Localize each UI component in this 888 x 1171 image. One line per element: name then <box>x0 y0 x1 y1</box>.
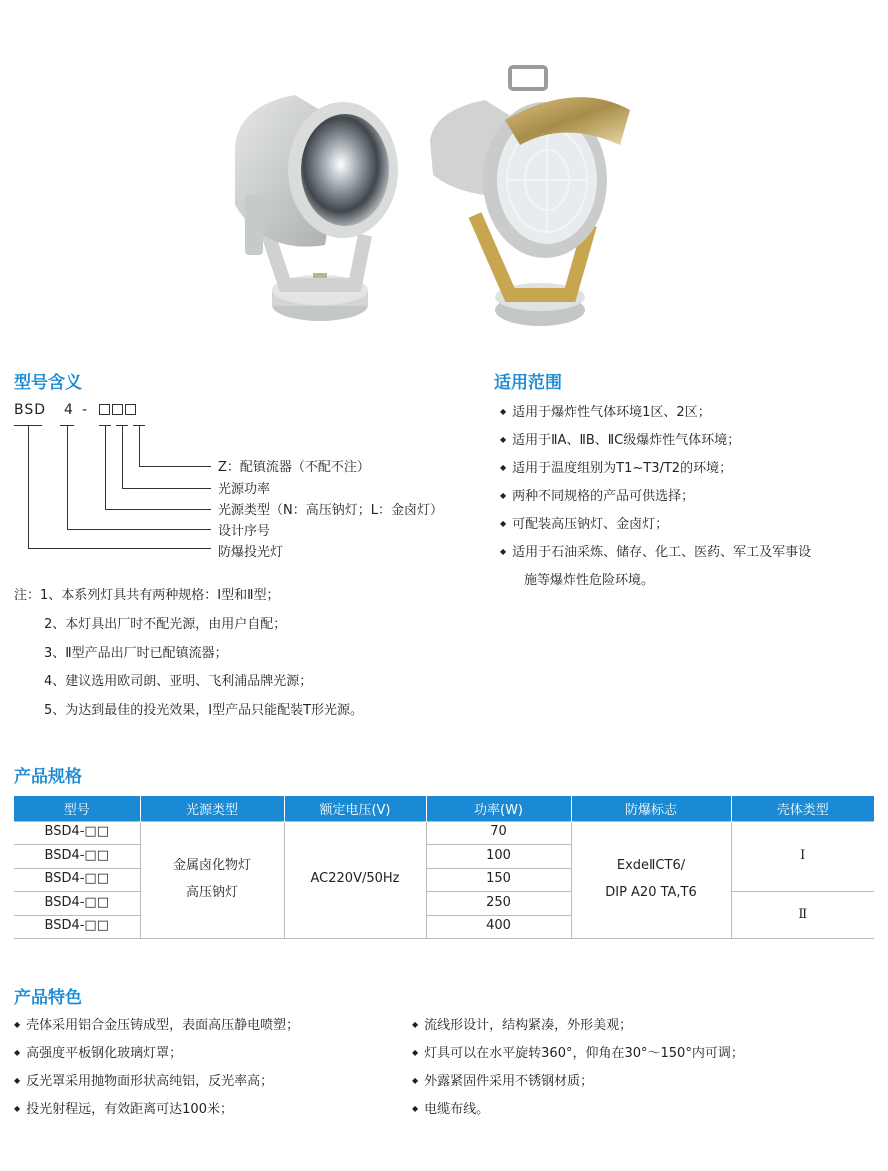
leader-v-box1 <box>105 425 106 509</box>
feature-right-3: ◆ 外露紧固件采用不锈钢材质； <box>412 1070 593 1089</box>
option-box-2 <box>112 404 123 415</box>
specs-title: 产品规格 <box>14 767 82 787</box>
header-voltage: 额定电压(V) <box>284 796 426 821</box>
label-ballast: Z：配镇流器（不配不注） <box>218 460 370 475</box>
scope-item-4: ◆ 两种不同规格的产品可供选择； <box>500 485 694 504</box>
model-option-boxes <box>99 402 138 418</box>
feature-left-2: ◆ 高强度平板钢化玻璃灯罩； <box>14 1042 182 1061</box>
specs-table <box>14 796 874 939</box>
cell-housing-type1: Ⅰ <box>731 821 874 892</box>
header-explosion-mark: 防爆标志 <box>571 796 731 821</box>
note-1: 注：1、本系列灯具共有两种规格：Ⅰ型和Ⅱ型； <box>14 588 280 603</box>
cell-power: 70 <box>426 821 571 845</box>
leader-v-prefix <box>28 425 29 548</box>
cell-explosion-mark <box>571 821 731 939</box>
explosion-mark-line-2: DIP A20 TA,T6 <box>605 884 697 900</box>
label-design-no: 设计序号 <box>218 524 271 539</box>
leader-h-box3 <box>139 466 211 467</box>
leader-h-box2 <box>122 488 211 489</box>
scope-item-1: ◆ 适用于爆炸性气体环境1区、2区； <box>500 401 711 420</box>
floodlight-type1-photo <box>225 85 410 325</box>
scope-item-3: ◆ 适用于温度组别为T1~T3/T2的环境； <box>500 457 732 476</box>
option-box-1 <box>99 404 110 415</box>
feature-left-1: ◆ 壳体采用铝合金压铸成型，表面高压静电喷塑； <box>14 1014 299 1033</box>
scope-item-5: ◆ 可配装高压钠灯、金卤灯； <box>500 513 668 532</box>
feature-right-2: ◆ 灯具可以在水平旋转360°，仰角在30°～150°内可调； <box>412 1042 744 1061</box>
note-3: 3、Ⅱ型产品出厂时已配镇流器； <box>44 646 228 661</box>
label-product: 防爆投光灯 <box>218 545 284 560</box>
header-power: 功率(W) <box>426 796 571 821</box>
model-number: 4 <box>64 402 74 418</box>
cell-power: 400 <box>426 915 571 939</box>
cell-power: 250 <box>426 892 571 916</box>
cell-power: 150 <box>426 868 571 892</box>
table-row <box>14 821 874 845</box>
leader-v-number <box>67 425 68 529</box>
leader-v-box3 <box>139 425 140 466</box>
model-meaning-title: 型号含义 <box>14 373 82 393</box>
feature-left-4: ◆ 投光射程远，有效距离可达100米； <box>14 1098 233 1117</box>
cell-housing-type2: Ⅱ <box>731 892 874 939</box>
option-box-3 <box>125 404 136 415</box>
model-prefix: BSD <box>14 402 47 418</box>
feature-right-1: ◆ 流线形设计，结构紧凑，外形美观； <box>412 1014 632 1033</box>
cell-power: 100 <box>426 845 571 869</box>
leader-h-number <box>67 529 211 530</box>
features-title: 产品特色 <box>14 988 82 1008</box>
table-header-row <box>14 796 874 821</box>
header-model: 型号 <box>14 796 140 821</box>
feature-left-3: ◆ 反光罩采用抛物面形状高纯铝，反光率高； <box>14 1070 273 1089</box>
scope-item-6: ◆ 适用于石油采炼、储存、化工、医药、军工及军事设 <box>500 541 811 560</box>
leader-h-prefix <box>28 548 211 549</box>
cell-model: BSD4-□□ <box>14 915 140 939</box>
label-source-type: 光源类型（N：高压钠灯；L：金卤灯） <box>218 503 443 518</box>
header-housing: 壳体类型 <box>731 796 874 821</box>
cell-model: BSD4-□□ <box>14 845 140 869</box>
leader-v-box2 <box>122 425 123 488</box>
cell-model: BSD4-□□ <box>14 892 140 916</box>
note-2: 2、本灯具出厂时不配光源，由用户自配； <box>44 617 287 632</box>
leader-h-box1 <box>105 509 211 510</box>
cell-light-source <box>140 821 284 939</box>
note-5: 5、为达到最佳的投光效果，Ⅰ型产品只能配装T形光源。 <box>44 703 364 718</box>
note-4: 4、建议选用欧司朗、亚明、飞利浦品牌光源； <box>44 674 313 689</box>
explosion-mark-line-1: ExdeⅡCT6/ <box>616 857 686 873</box>
model-dash: - <box>82 402 89 418</box>
scope-item-6-continuation: 施等爆炸性危险环境。 <box>524 573 655 588</box>
cell-model: BSD4-□□ <box>14 868 140 892</box>
label-power: 光源功率 <box>218 482 271 497</box>
light-source-line-2: 高压钠灯 <box>185 884 238 900</box>
cell-voltage: AC220V/50Hz <box>284 821 426 939</box>
header-light-source: 光源类型 <box>140 796 284 821</box>
model-code <box>14 402 46 418</box>
light-source-line-1: 金属卤化物灯 <box>172 857 251 873</box>
feature-right-4: ◆ 电缆布线。 <box>412 1098 489 1117</box>
scope-title: 适用范围 <box>494 373 562 393</box>
scope-item-2: ◆ 适用于ⅡA、ⅡB、ⅡC级爆炸性气体环境； <box>500 429 740 448</box>
cell-model: BSD4-□□ <box>14 821 140 845</box>
floodlight-type2-photo <box>425 65 635 330</box>
